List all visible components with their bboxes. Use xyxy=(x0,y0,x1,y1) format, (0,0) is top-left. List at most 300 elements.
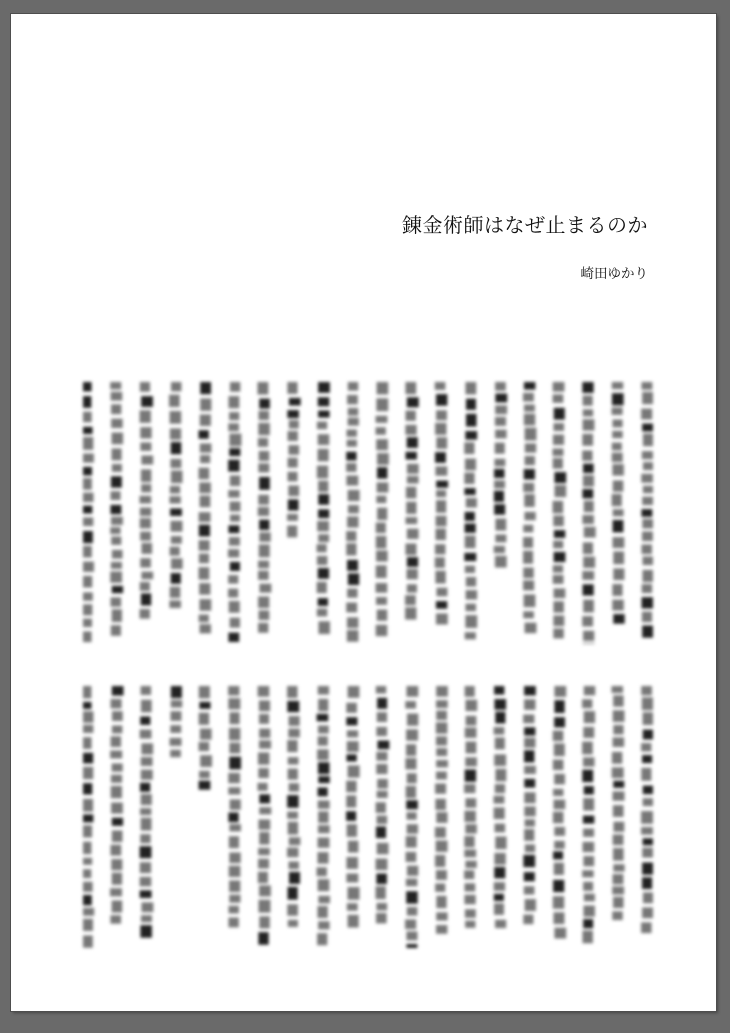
glyph-blob xyxy=(346,754,356,761)
glyph-blob xyxy=(111,537,121,545)
glyph-blob xyxy=(111,845,122,856)
glyph-blob xyxy=(465,757,477,766)
glyph-blob xyxy=(140,730,152,739)
upper-text-column-11 xyxy=(346,382,359,642)
glyph-blob xyxy=(406,836,417,848)
glyph-blob xyxy=(171,573,181,584)
glyph-blob xyxy=(199,599,211,611)
upper-text-column-4 xyxy=(553,382,567,638)
lower-text-column-6 xyxy=(494,686,507,928)
glyph-blob xyxy=(612,767,624,778)
glyph-blob xyxy=(583,856,594,866)
glyph-blob xyxy=(524,699,535,710)
glyph-blob xyxy=(318,449,329,462)
glyph-blob xyxy=(436,812,447,823)
glyph-blob xyxy=(641,743,651,751)
glyph-blob xyxy=(612,752,622,764)
glyph-blob xyxy=(259,794,270,803)
glyph-blob xyxy=(229,728,240,741)
glyph-blob xyxy=(377,816,388,824)
glyph-blob xyxy=(259,544,270,557)
page-title: 錬金術師はなぜ止まるのか xyxy=(402,213,648,237)
lower-text-column-10 xyxy=(376,686,390,923)
glyph-blob xyxy=(523,855,535,867)
glyph-blob xyxy=(287,382,297,394)
glyph-blob xyxy=(259,451,269,461)
glyph-blob xyxy=(318,434,329,445)
glyph-blob xyxy=(641,811,653,824)
glyph-blob xyxy=(112,550,123,559)
upper-text-column-12 xyxy=(317,382,330,634)
glyph-blob xyxy=(199,742,210,751)
glyph-blob xyxy=(436,588,447,597)
glyph-blob xyxy=(317,906,327,918)
glyph-blob xyxy=(524,494,534,507)
glyph-blob xyxy=(612,686,623,693)
glyph-blob xyxy=(289,783,299,792)
glyph-blob xyxy=(436,516,447,527)
glyph-blob xyxy=(169,600,181,608)
glyph-blob xyxy=(171,700,182,707)
glyph-blob xyxy=(465,686,475,697)
glyph-blob xyxy=(170,508,182,516)
glyph-blob xyxy=(83,686,91,698)
glyph-blob xyxy=(200,455,210,463)
glyph-blob xyxy=(582,770,593,783)
glyph-blob xyxy=(406,891,418,903)
glyph-blob xyxy=(229,396,240,408)
glyph-blob xyxy=(465,921,475,928)
glyph-blob xyxy=(318,811,328,823)
glyph-blob xyxy=(376,565,387,578)
glyph-blob xyxy=(494,807,505,819)
glyph-blob xyxy=(287,686,297,698)
lower-text-column-12 xyxy=(317,686,330,945)
glyph-blob xyxy=(494,699,506,710)
glyph-blob xyxy=(613,781,624,788)
glyph-blob xyxy=(259,520,269,530)
glyph-blob xyxy=(230,515,240,522)
glyph-blob xyxy=(259,700,270,711)
glyph-blob xyxy=(642,755,652,763)
glyph-blob xyxy=(583,396,593,406)
glyph-blob xyxy=(171,686,182,698)
glyph-blob xyxy=(318,382,330,393)
glyph-blob xyxy=(494,853,505,865)
glyph-blob xyxy=(200,496,211,508)
glyph-blob xyxy=(141,484,151,492)
glyph-blob xyxy=(199,512,211,522)
glyph-blob xyxy=(494,867,505,878)
glyph-blob xyxy=(347,560,358,571)
glyph-blob xyxy=(465,883,476,891)
glyph-blob xyxy=(112,433,124,445)
glyph-blob xyxy=(258,872,268,883)
author-name: 崎田ゆかり xyxy=(580,266,648,282)
glyph-blob xyxy=(643,786,653,795)
lower-text-column-15 xyxy=(228,686,241,927)
glyph-blob xyxy=(612,464,623,476)
glyph-blob xyxy=(642,862,653,874)
glyph-blob xyxy=(466,414,477,427)
glyph-blob xyxy=(289,420,299,428)
glyph-blob xyxy=(318,699,328,711)
glyph-blob xyxy=(348,915,359,928)
glyph-blob xyxy=(464,895,475,904)
glyph-blob xyxy=(405,411,415,421)
glyph-blob xyxy=(229,836,239,848)
glyph-blob xyxy=(583,842,595,852)
glyph-blob xyxy=(495,737,505,749)
glyph-blob xyxy=(436,771,447,779)
glyph-blob xyxy=(524,686,536,695)
glyph-blob xyxy=(582,616,593,626)
glyph-blob xyxy=(643,730,653,740)
glyph-blob xyxy=(347,824,357,837)
glyph-blob xyxy=(200,755,212,767)
upper-text-column-18 xyxy=(140,382,154,619)
glyph-blob xyxy=(199,615,209,623)
lower-text-column-19 xyxy=(110,686,123,924)
glyph-blob xyxy=(612,443,622,451)
glyph-blob xyxy=(582,931,592,944)
glyph-blob xyxy=(111,786,122,798)
glyph-blob xyxy=(613,520,624,532)
glyph-blob xyxy=(318,725,329,733)
glyph-blob xyxy=(259,885,271,896)
glyph-blob xyxy=(112,900,123,912)
glyph-blob xyxy=(406,879,417,887)
glyph-blob xyxy=(347,516,358,527)
glyph-blob xyxy=(287,740,297,752)
glyph-blob xyxy=(553,628,563,638)
glyph-blob xyxy=(495,405,507,414)
glyph-blob xyxy=(494,894,504,901)
glyph-blob xyxy=(641,768,651,781)
glyph-blob xyxy=(111,517,123,525)
glyph-blob xyxy=(613,874,624,884)
glyph-blob xyxy=(317,544,327,552)
glyph-blob xyxy=(436,760,448,767)
glyph-blob xyxy=(317,466,328,479)
glyph-blob xyxy=(464,553,476,561)
glyph-blob xyxy=(83,783,92,794)
glyph-blob xyxy=(407,557,418,567)
glyph-blob xyxy=(435,827,446,838)
glyph-blob xyxy=(317,609,327,617)
glyph-blob xyxy=(613,864,624,871)
glyph-blob xyxy=(230,799,241,810)
glyph-blob xyxy=(436,736,447,745)
glyph-blob xyxy=(642,519,653,528)
upper-text-column-1 xyxy=(641,382,653,638)
upper-text-column-20 xyxy=(83,382,94,642)
upper-text-column-15 xyxy=(228,382,241,642)
glyph-blob xyxy=(643,712,653,725)
glyph-blob xyxy=(524,806,535,816)
lower-text-column-3 xyxy=(582,686,595,943)
glyph-blob xyxy=(288,431,298,441)
glyph-blob xyxy=(318,621,329,634)
glyph-blob xyxy=(347,741,359,752)
glyph-blob xyxy=(406,502,416,514)
upper-text-column-16 xyxy=(199,382,212,633)
glyph-blob xyxy=(376,427,386,435)
glyph-blob xyxy=(376,625,388,636)
upper-text-column-5 xyxy=(523,382,536,633)
glyph-blob xyxy=(140,558,151,567)
glyph-blob xyxy=(435,382,446,390)
glyph-blob xyxy=(495,382,506,391)
glyph-blob xyxy=(110,750,122,758)
glyph-blob xyxy=(464,473,474,484)
glyph-blob xyxy=(83,619,92,627)
glyph-blob xyxy=(553,382,565,392)
glyph-blob xyxy=(642,531,653,541)
glyph-blob xyxy=(553,448,564,456)
glyph-blob xyxy=(642,424,653,432)
glyph-blob xyxy=(583,464,594,473)
glyph-blob xyxy=(228,490,239,498)
upper-text-column-7 xyxy=(464,382,477,639)
glyph-blob xyxy=(524,738,535,748)
glyph-blob xyxy=(228,525,239,533)
glyph-blob xyxy=(287,701,299,712)
glyph-blob xyxy=(465,523,476,532)
glyph-blob xyxy=(289,398,301,406)
glyph-blob xyxy=(583,584,594,595)
glyph-blob xyxy=(554,686,566,697)
glyph-blob xyxy=(405,425,416,435)
glyph-blob xyxy=(642,625,653,637)
glyph-blob xyxy=(200,443,212,452)
glyph-blob xyxy=(436,601,447,609)
glyph-blob xyxy=(112,464,122,472)
glyph-blob xyxy=(111,775,122,783)
glyph-blob xyxy=(435,883,445,891)
glyph-blob xyxy=(582,571,594,580)
glyph-blob xyxy=(584,501,594,512)
glyph-blob xyxy=(435,855,445,867)
glyph-blob xyxy=(377,382,389,394)
glyph-blob xyxy=(405,919,416,929)
glyph-blob xyxy=(258,768,269,778)
glyph-blob xyxy=(525,899,536,911)
glyph-blob xyxy=(583,757,595,766)
glyph-blob xyxy=(228,787,240,794)
glyph-blob xyxy=(642,570,653,582)
glyph-blob xyxy=(112,686,124,696)
upper-text-column-13 xyxy=(287,382,301,537)
glyph-blob xyxy=(641,922,651,933)
glyph-blob xyxy=(230,382,240,392)
glyph-blob xyxy=(318,825,330,833)
glyph-blob xyxy=(466,399,476,410)
glyph-blob xyxy=(112,586,123,593)
glyph-blob xyxy=(259,584,271,593)
glyph-blob xyxy=(584,786,594,794)
upper-text-column-14 xyxy=(258,382,272,633)
glyph-blob xyxy=(288,472,298,482)
glyph-blob xyxy=(582,699,592,708)
glyph-blob xyxy=(376,536,387,549)
glyph-blob xyxy=(377,508,387,520)
glyph-blob xyxy=(642,392,653,404)
glyph-blob xyxy=(553,516,564,527)
glyph-blob xyxy=(83,427,93,434)
glyph-blob xyxy=(199,781,211,790)
glyph-blob xyxy=(494,480,505,488)
glyph-blob xyxy=(436,722,448,733)
glyph-blob xyxy=(405,595,416,605)
glyph-blob xyxy=(494,504,505,515)
glyph-blob xyxy=(436,912,447,920)
glyph-blob xyxy=(83,908,94,916)
glyph-blob xyxy=(612,911,622,920)
glyph-blob xyxy=(376,416,388,423)
glyph-blob xyxy=(318,776,330,783)
glyph-blob xyxy=(583,542,593,554)
glyph-blob xyxy=(406,800,418,809)
glyph-blob xyxy=(612,419,622,427)
glyph-blob xyxy=(83,493,94,502)
glyph-blob xyxy=(524,872,535,881)
glyph-blob xyxy=(407,569,418,579)
glyph-blob xyxy=(464,849,476,857)
glyph-blob xyxy=(407,713,418,725)
glyph-blob xyxy=(376,727,387,736)
glyph-blob xyxy=(524,886,535,894)
glyph-blob xyxy=(613,568,624,580)
glyph-blob xyxy=(141,770,153,780)
glyph-blob xyxy=(465,512,475,521)
glyph-blob xyxy=(199,702,210,709)
glyph-blob xyxy=(200,729,212,740)
glyph-blob xyxy=(494,686,504,695)
glyph-blob xyxy=(553,896,564,909)
glyph-blob xyxy=(641,409,652,420)
glyph-blob xyxy=(376,874,387,885)
glyph-blob xyxy=(377,843,389,855)
glyph-blob xyxy=(436,490,446,497)
glyph-blob xyxy=(170,738,182,746)
glyph-blob xyxy=(406,744,416,756)
glyph-blob xyxy=(407,866,418,876)
glyph-blob xyxy=(347,440,357,447)
glyph-blob xyxy=(289,837,301,845)
glyph-blob xyxy=(112,818,123,826)
glyph-blob xyxy=(524,829,534,841)
glyph-blob xyxy=(612,886,624,894)
glyph-blob xyxy=(141,396,153,407)
glyph-blob xyxy=(170,459,181,468)
glyph-blob xyxy=(583,409,593,416)
glyph-blob xyxy=(642,877,652,889)
glyph-blob xyxy=(642,451,653,459)
glyph-blob xyxy=(288,769,298,780)
glyph-blob xyxy=(582,450,592,460)
glyph-blob xyxy=(287,514,298,521)
glyph-blob xyxy=(83,825,92,837)
glyph-blob xyxy=(582,515,593,524)
glyph-blob xyxy=(171,382,181,391)
glyph-blob xyxy=(83,858,92,865)
glyph-blob xyxy=(494,546,505,553)
glyph-blob xyxy=(524,404,535,411)
glyph-blob xyxy=(464,784,475,793)
glyph-blob xyxy=(229,866,241,877)
glyph-blob xyxy=(258,623,268,633)
glyph-blob xyxy=(612,453,623,462)
glyph-blob xyxy=(83,592,93,600)
glyph-blob xyxy=(288,887,298,900)
glyph-blob xyxy=(346,795,356,807)
glyph-blob xyxy=(141,700,152,713)
glyph-blob xyxy=(584,894,595,902)
glyph-blob xyxy=(613,695,623,706)
glyph-blob xyxy=(583,882,593,891)
glyph-blob xyxy=(318,896,330,904)
glyph-blob xyxy=(111,736,121,747)
glyph-blob xyxy=(318,494,329,505)
glyph-blob xyxy=(110,382,121,389)
glyph-blob xyxy=(436,896,446,908)
glyph-blob xyxy=(583,557,595,568)
glyph-blob xyxy=(554,530,565,538)
glyph-blob xyxy=(83,517,93,526)
glyph-blob xyxy=(140,890,152,898)
glyph-blob xyxy=(466,498,477,508)
glyph-blob xyxy=(376,913,387,923)
glyph-blob xyxy=(111,699,122,709)
glyph-blob xyxy=(170,725,181,733)
glyph-blob xyxy=(228,698,240,709)
glyph-blob xyxy=(259,714,269,724)
glyph-blob xyxy=(523,483,534,492)
glyph-blob xyxy=(553,731,564,742)
glyph-blob xyxy=(199,771,210,779)
glyph-blob xyxy=(436,840,448,851)
glyph-blob xyxy=(287,795,299,808)
glyph-blob xyxy=(229,434,241,447)
glyph-blob xyxy=(346,543,356,555)
glyph-blob xyxy=(317,749,329,760)
glyph-blob xyxy=(377,791,388,798)
glyph-blob xyxy=(406,686,418,697)
glyph-blob xyxy=(346,781,356,793)
glyph-blob xyxy=(613,834,624,845)
glyph-blob xyxy=(376,686,386,694)
glyph-blob xyxy=(377,698,387,709)
glyph-blob xyxy=(347,617,358,628)
glyph-blob xyxy=(642,848,653,858)
glyph-blob xyxy=(435,571,445,584)
glyph-blob xyxy=(465,536,476,549)
glyph-blob xyxy=(140,582,150,591)
glyph-blob xyxy=(495,394,507,403)
glyph-blob xyxy=(141,543,152,554)
glyph-blob xyxy=(83,412,92,423)
glyph-blob xyxy=(641,509,652,517)
glyph-blob xyxy=(288,445,299,455)
glyph-blob xyxy=(465,566,475,573)
glyph-blob xyxy=(494,491,504,502)
glyph-blob xyxy=(229,601,240,613)
lower-text-column-5 xyxy=(523,686,536,924)
glyph-blob xyxy=(259,900,271,913)
glyph-blob xyxy=(83,814,93,822)
glyph-blob xyxy=(465,909,476,918)
